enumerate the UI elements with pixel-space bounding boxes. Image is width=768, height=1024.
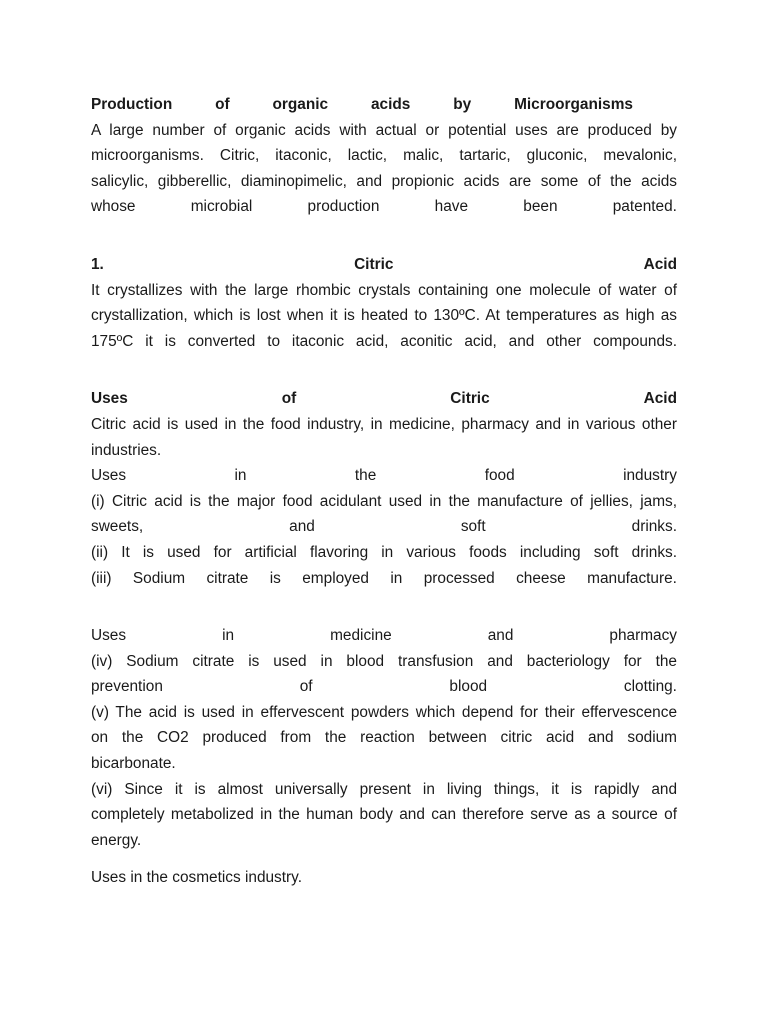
subheading-word: food	[484, 467, 515, 485]
paragraph-spacer	[91, 591, 677, 623]
subheading-food-industry	[91, 463, 677, 489]
intro-line	[91, 194, 677, 220]
paragraph-spacer	[91, 354, 677, 386]
intro-word: have	[434, 198, 469, 216]
title-word: Production	[91, 96, 173, 113]
heading-word: Citric	[450, 390, 490, 408]
food-item-line: (ii) It is used for artificial flavoring in various foods including soft drinks.	[91, 543, 677, 561]
intro-line: A large number of organic acids with actual or potential uses are produced by	[91, 121, 677, 139]
subheading-word: industry	[623, 467, 677, 485]
intro-line: salicylic, gibberellic, diaminopimelic, and propionic acids are some of the acids	[91, 172, 677, 190]
food-word: (iii)	[91, 569, 112, 587]
food-item-line	[91, 514, 677, 540]
subheading-word: medicine	[330, 627, 392, 645]
food-word: citrate	[206, 569, 249, 587]
title-word: Microorganisms	[514, 96, 633, 113]
section-heading-citric-acid	[91, 252, 677, 278]
subheading-word: in	[234, 467, 247, 485]
med-word: of	[299, 678, 313, 696]
med-word: prevention	[91, 678, 163, 696]
med-word: blood	[449, 678, 488, 696]
food-word: drinks.	[631, 518, 677, 536]
title-word: acids	[370, 96, 411, 113]
med-item-line: on the CO2 produced from the reaction between citric acid and sodium	[91, 729, 677, 747]
med-item-line: bicarbonate.	[91, 755, 176, 773]
med-item-line: completely metabolized in the human body and can therefore serve as a source of	[91, 806, 677, 824]
heading-word: 1.	[91, 255, 104, 273]
subheading-word: the	[354, 467, 377, 485]
food-word: manufacture.	[587, 569, 677, 587]
food-word: sweets,	[91, 518, 144, 536]
food-item-line: (i) Citric acid is the major food acidulant used in the manufacture of jellies, jams,	[91, 492, 677, 510]
section1-line: crystallization, which is lost when it is heated to 130ºC. At temperatures as high as	[91, 307, 677, 325]
heading-word: of	[281, 390, 297, 408]
title-word: of	[215, 96, 230, 113]
heading-word: Acid	[643, 390, 677, 408]
subheading-word: Uses	[91, 467, 127, 485]
intro-word: production	[307, 198, 380, 216]
uses-line: Citric acid is used in the food industry, in medicine, pharmacy and in various other	[91, 415, 677, 433]
paragraph-spacer	[91, 853, 677, 865]
food-word: Sodium	[132, 569, 186, 587]
med-item-line	[91, 674, 677, 700]
intro-line: microorganisms. Citric, itaconic, lactic, malic, tartaric, gluconic, mevalonic,	[91, 147, 677, 165]
food-word: is	[269, 569, 281, 587]
intro-word: patented.	[612, 198, 677, 216]
intro-word: been	[523, 198, 558, 216]
heading-word: Citric	[354, 255, 394, 273]
paragraph-spacer	[91, 220, 677, 252]
heading-word: Acid	[643, 255, 677, 273]
food-word: employed	[302, 569, 369, 587]
document-title	[91, 92, 677, 118]
section1-line: It crystallizes with the large rhombic crystals containing one molecule of water of	[91, 281, 677, 299]
uses-line: industries.	[91, 441, 162, 459]
med-item-line: (iv) Sodium citrate is used in blood transfusion and bacteriology for the	[91, 652, 677, 670]
subheading-cosmetics-industry: Uses in the cosmetics industry.	[91, 869, 302, 887]
subheading-word: and	[487, 627, 514, 645]
food-word: processed	[423, 569, 495, 587]
heading-word: Uses	[91, 390, 128, 408]
intro-word: whose	[91, 198, 136, 216]
subheading-word: pharmacy	[609, 627, 677, 645]
subheading-word: Uses	[91, 627, 127, 645]
subheading-medicine-pharmacy	[91, 623, 677, 649]
title-word: by	[453, 96, 472, 113]
food-item-line	[91, 566, 677, 592]
food-word: in	[390, 569, 403, 587]
section1-line: 175ºC it is converted to itaconic acid, aconitic acid, and other compounds.	[91, 332, 677, 350]
med-word: clotting.	[623, 678, 677, 696]
intro-word: microbial	[190, 198, 253, 216]
section-heading-uses	[91, 386, 677, 412]
food-word: and	[289, 518, 315, 536]
document-page	[91, 92, 677, 891]
med-item-line: (v) The acid is used in effervescent powders which depend for their effervescence	[91, 703, 677, 721]
med-item-line: (vi) Since it is almost universally present in living things, it is rapidly and	[91, 780, 677, 798]
food-word: cheese	[516, 569, 566, 587]
intro-paragraph	[91, 118, 677, 220]
food-word: soft	[460, 518, 486, 536]
med-item-line: energy.	[91, 831, 142, 849]
subheading-word: in	[222, 627, 235, 645]
title-word: organic	[272, 96, 329, 113]
